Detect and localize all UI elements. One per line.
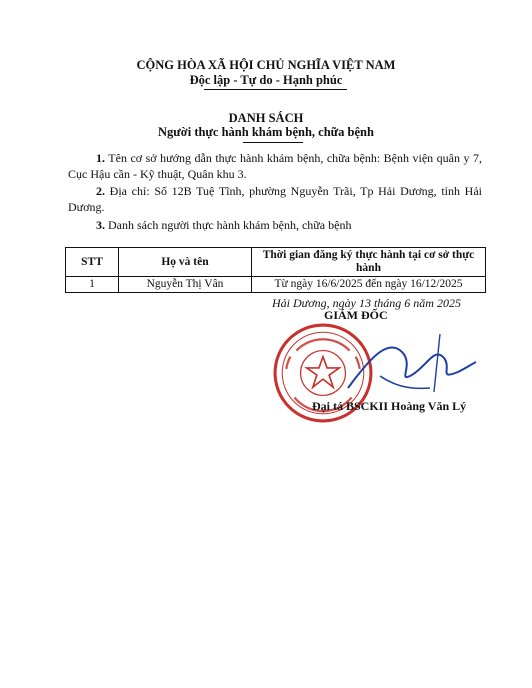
handwritten-signature (340, 318, 480, 410)
header-full-name: Họ và tên (119, 248, 252, 277)
practitioner-table (65, 247, 486, 293)
national-name: CỘNG HÒA XÃ HỘI CHỦ NGHĨA VIỆT NAM (136, 58, 396, 72)
cell-registration-period: Từ ngày 16/6/2025 đến ngày 16/12/2025 (252, 277, 486, 293)
item-text: Tên cơ sở hướng dẫn thực hành khám bệnh, chữa bệnh: Bệnh viện quân y 7, Cục Hậu cần - Kỹ thuật, Quân khu 3. (68, 151, 482, 181)
item-training-facility (68, 150, 482, 182)
place-date-line: Hải Dương, ngày 13 tháng 6 năm 2025 (272, 296, 461, 310)
signer-name: Đại tá BSCKII Hoàng Văn Lý (312, 399, 467, 413)
table-header-row (66, 248, 486, 277)
item-practitioner-list (68, 217, 482, 233)
document-title: DANH SÁCH (228, 111, 304, 125)
item-number: 3. (96, 218, 105, 232)
item-address (68, 183, 482, 215)
item-text: Danh sách người thực hành khám bệnh, chữa bệnh (108, 218, 352, 232)
cell-full-name: Nguyễn Thị Vân (119, 277, 252, 293)
table-row (66, 277, 486, 293)
subtitle-underline (243, 142, 303, 143)
header-stt: STT (66, 248, 119, 277)
header-registration-period: Thời gian đăng ký thực hành tại cơ sở thực hành (252, 248, 486, 277)
national-motto: Độc lập - Tự do - Hạnh phúc (189, 73, 343, 87)
motto-underline (204, 89, 347, 90)
item-text: Địa chỉ: Số 12B Tuệ Tĩnh, phường Nguyễn Trãi, Tp Hải Dương, tỉnh Hải Dương. (68, 184, 482, 214)
signer-title: GIÁM ĐỐC (324, 308, 388, 322)
item-number: 1. (96, 151, 105, 165)
item-number: 2. (96, 184, 105, 198)
cell-stt: 1 (66, 277, 119, 293)
document-subtitle: Người thực hành khám bệnh, chữa bệnh (158, 125, 374, 139)
